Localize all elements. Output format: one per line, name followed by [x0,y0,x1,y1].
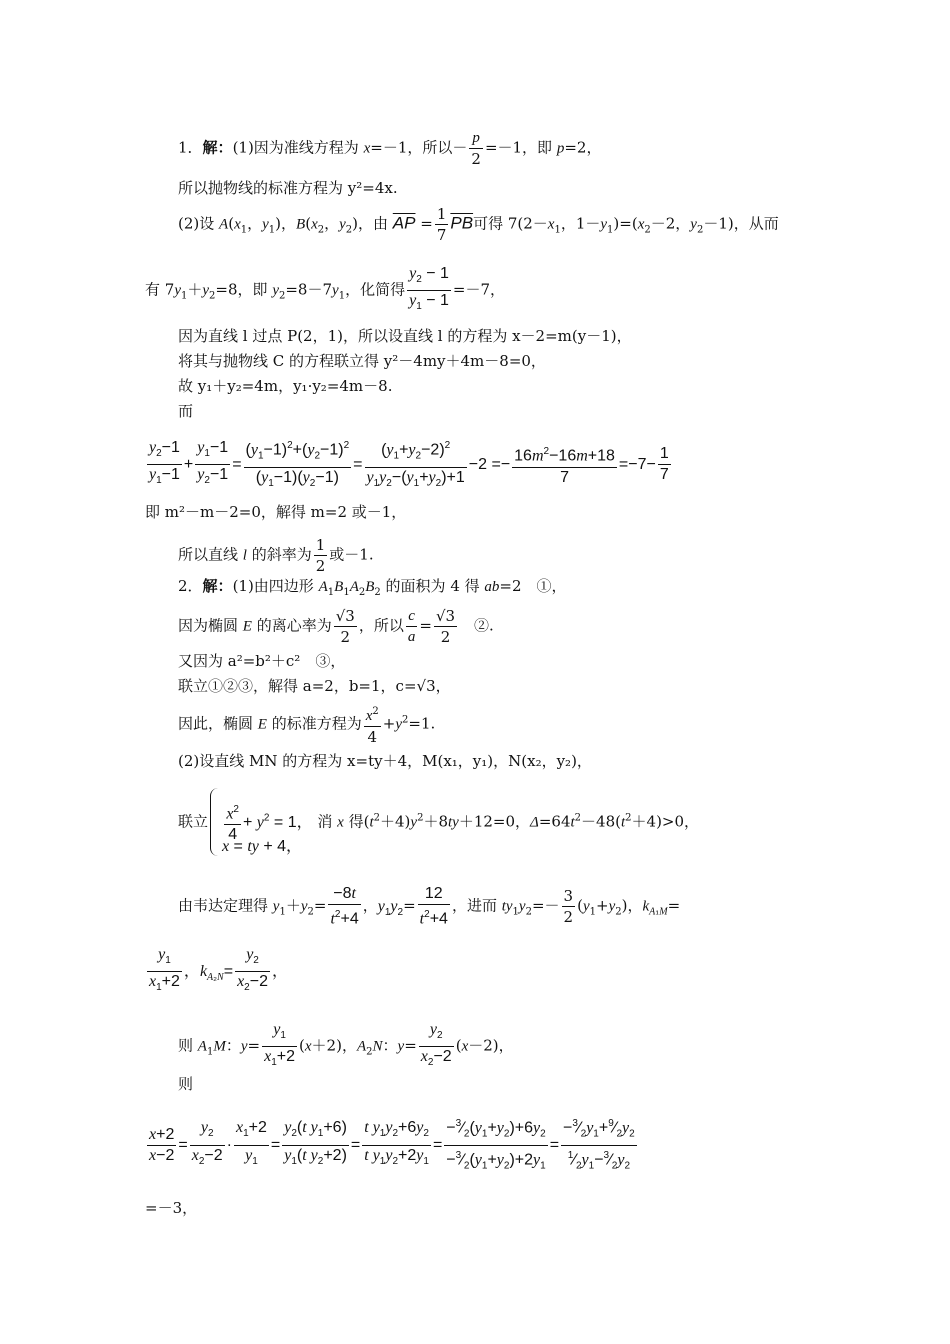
p1-line-6: 将其与抛物线 C 的方程联立得 y²－4my＋4m－8=0， [178,352,546,370]
p1-line-4: 有 $7y_1+y_2=8$，即 $y_2=8-7y_1$，化简得 $\frac{y_2 - 1}{y_1 - 1}$ =－7， [145,265,506,313]
p2-system-line-2: x = ty + 4， [222,838,303,855]
p2-line-5: 因此，椭圆 E 的标准方程为 $\frac{x^2}{4}$ $+y^2=1$. [178,702,435,747]
p2-line-11: 则 [178,1075,194,1093]
p2-line-8: 由韦达定理得 $y_1+y_2=$ $\frac{-8t}{t^2+4}$ ，$y_1y_2=$ $\frac{12}{t^2+4}$ ，进而 $ty_1y_2=-$ $\frac{3}{2}$ $(y_1+y_2)$，$k_{A_1M}=$ [178,885,681,928]
p2-line-7: 联立 $\frac{x^2}{4}$ + $y^2 = 1$， 消 x 得$(t^2+4)y^2+8ty+12=0$，$\Delta=64t^2-48(t^2+4)>0$， [178,800,699,845]
p2-line-2: 因为椭圆 E 的离心率为 $\frac{√3}{2}$ ，所以 $\frac{c}{a}$ = $\frac{√3}{2}$ ②. [178,607,494,646]
p1-line-7: 故 y₁＋y₂=4m，y₁·y₂=4m－8. [178,377,393,395]
p2-line-3: 又因为 a²=b²＋c² ③， [178,652,346,670]
p2-line-10: 则 $A_1M$：y= $\frac{y_1}{x_1+2}$ (x＋2)，$A_2N$：y= $\frac{y_2}{x_2-2}$ (x－2)， [178,1021,514,1069]
p1-line-3: (2)设 $A(x_1$，$y_1$)，$B(x_2$，$y_2$)，由 $\overline{AP}$ = $\frac{1}{7}$ $\overline{PB}$可得 $7(2-x_1$，$1-y_1)=(x_2-2$，$y_2-1$)，从而 [178,205,779,244]
p2-line-4: 联立①②③，解得 a=2，b=1，c=√3， [178,677,451,695]
p2-line-9: $\frac{y_1}{x_1+2}$ ，$k_{A_2N}=$ $\frac{y_2}{x_2-2}$ ， [149,946,288,994]
p2-line-1: 2．解：(1)由四边形 $A_1B_1A_2B_2$ 的面积为 4 得 ab=2 ①， [178,577,567,598]
p1-line-1-render: 1．解：(1)因为准线方程为 x=－1，所以－ $\frac{p}{2}$ =－1，即 p=2， [178,130,602,168]
p1-line-10: 所以直线 l 的斜率为 $\frac{1}{2}$ 或－1. [178,536,374,575]
p2-line-12: =－3， [145,1199,198,1217]
p1-line-9: 即 m²－m－2=0，解得 m=2 或－1， [145,503,407,521]
p1-equation: $\frac{y_2-1}{y_1-1}$ + $\frac{y_1-1}{y_2-1}$ = $\frac{(y_1-1)^2+(y_2-1)^2}{(y_1-1)(y_2-1)}$ = $\frac{(y_1+y_2-2)^2}{y_1y_2-(y_1+y_2)+1}$ −2 =− $\frac{16m^2-16m+18}{7}$ =−7− $\frac{1}{7}$ [145,436,673,494]
p2-equation: $\frac{x+2}{x-2}$ = $\frac{y_2}{x_2-2}$ · $\frac{x_1+2}{y_1}$ = $\frac{y_2(t y_1+6)}{y_1(t y_2+2)}$ = $\frac{t y_1y_2+6y_2}{t y_1y_2+2y_1}$ = $\frac{-^3⁄_2(y_1+y_2)+6y_2}{-^3⁄_2(y_1+y_2)+2y_1}$ = $\frac{-^3⁄_2y_1+^9⁄_2y_2}{^1⁄_2y_1-^3⁄_2y_2}$ [145,1114,639,1176]
p1-line-5: 因为直线 l 过点 P(2，1)，所以设直线 l 的方程为 x－2=m(y－1)， [178,327,632,345]
p1-line-2: 所以抛物线的标准方程为 y²=4x. [178,179,398,197]
p1-line-8: 而 [178,402,194,420]
p2-line-6: (2)设直线 MN 的方程为 x=ty＋4，M(x₁，y₁)，N(x₂，y₂)， [178,752,592,770]
